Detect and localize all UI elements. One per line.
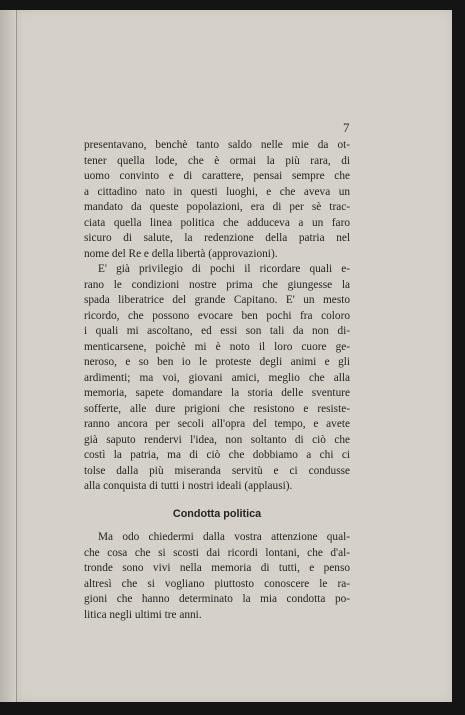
text-line: costì la patria, ma di ciò che dobbiamo a chi ci bbox=[84, 449, 350, 461]
text-line: ricordo, che possono evocare ben pochi fra coloro bbox=[84, 309, 350, 322]
paragraph-2 bbox=[84, 262, 350, 495]
text-line: sofferte, alle dure prigioni che resistono e resiste- bbox=[84, 402, 350, 415]
text-line: menticarsene, poichè mi è noto il loro cuore ge- bbox=[84, 340, 350, 353]
text-line: litica negli ultimi tre anni. bbox=[84, 608, 202, 621]
section-heading: Condotta politica bbox=[172, 507, 262, 520]
text-line: gioni che hanno determinato la mia condotta po- bbox=[84, 593, 350, 605]
text-line: neroso, e so ben io le proteste degli animi e gli bbox=[84, 356, 350, 368]
paragraph-3 bbox=[84, 530, 350, 623]
text-block bbox=[84, 138, 350, 623]
book-spine-edge bbox=[0, 10, 17, 702]
text-line: tener quella lode, che è ormai la più rara, di bbox=[84, 154, 350, 167]
text-line: ardimenti; ma voi, giovani amici, meglio che alla bbox=[84, 371, 350, 384]
text-line: Ma odo chiedermi dalla vostra attenzione qual- bbox=[98, 531, 350, 543]
text-line: già saputo rendervi l'idea, non soltanto di ciò che bbox=[84, 433, 350, 446]
text-line: tolse dalla più miseranda servitù e ci condusse bbox=[84, 464, 350, 477]
text-line: che cosa che si scosti dai ricordi lontani, che d'al- bbox=[84, 546, 350, 559]
text-line: uomo convinto e di carattere, pensai sempre che bbox=[84, 170, 350, 182]
text-line: mandato da queste popolazioni, era di per sè trac- bbox=[84, 201, 350, 213]
text-line: altresì che si vogliano piuttosto conoscere le ra- bbox=[84, 577, 350, 590]
text-line: ranno ancora per secoli all'opra del tempo, e avete bbox=[84, 418, 350, 430]
text-line: memoria, sapete domandare la storia delle sventure bbox=[84, 387, 350, 399]
text-line: nome del Re e della libertà (approvazioni). bbox=[84, 247, 278, 260]
text-line: spada liberatrice del grande Capitano. E' un mesto bbox=[84, 294, 350, 306]
text-line: E' già privilegio di pochi il ricordare quali e- bbox=[98, 263, 350, 275]
page-number: 7 bbox=[343, 120, 350, 135]
text-line: sicuro di salute, la redenzione della patria nel bbox=[84, 232, 350, 244]
paragraph-1 bbox=[84, 138, 350, 262]
text-line: i quali mi ascoltano, ed essi son tali da non di- bbox=[84, 325, 350, 337]
text-line: rano le condizioni nostre prima che giungesse la bbox=[84, 278, 350, 291]
text-line: tronde sono vivi nella memoria di tutti, e penso bbox=[84, 562, 350, 574]
document-page bbox=[16, 10, 452, 702]
text-line: alla conquista di tutti i nostri ideali (applausi). bbox=[84, 480, 293, 492]
text-line: ciata quella linea politica che adduceva a un faro bbox=[84, 216, 350, 229]
text-line: presentavano, benchè tanto saldo nelle mie da ot- bbox=[84, 139, 350, 151]
text-line: a cittadino nato in questi luoghi, e che aveva un bbox=[84, 185, 350, 198]
